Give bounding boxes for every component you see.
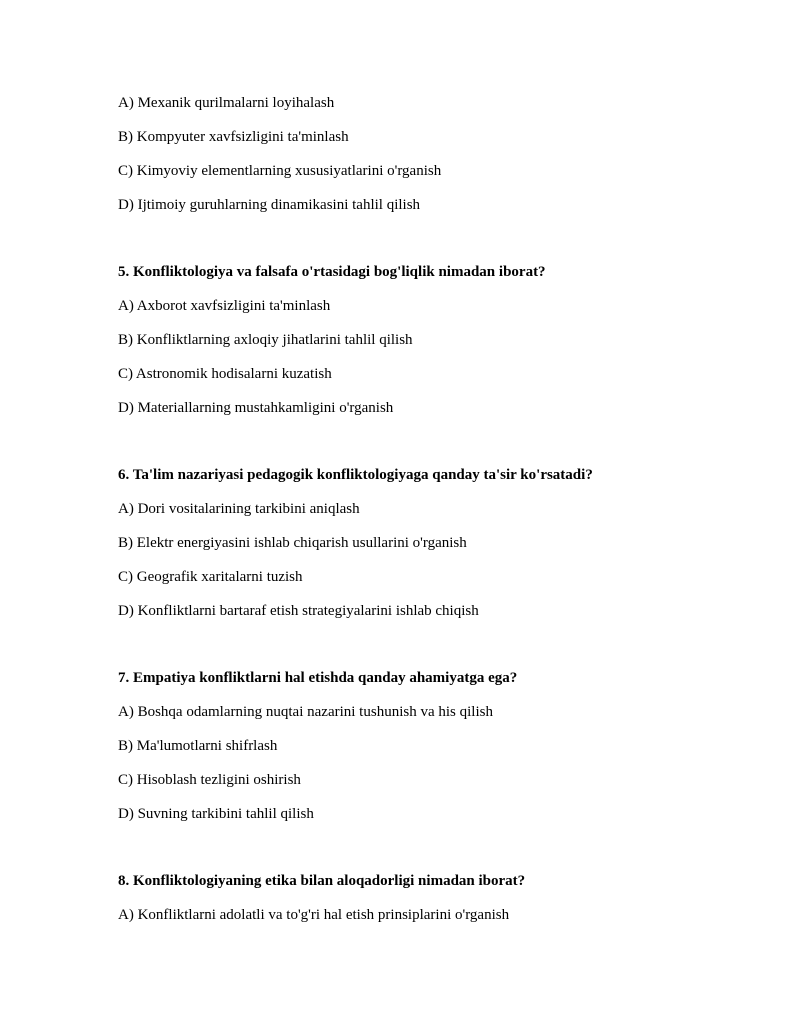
option-d: D) Ijtimoiy guruhlarning dinamikasini tahlil qilish	[118, 197, 421, 213]
option-a: A) Mexanik qurilmalarni loyihalash	[118, 95, 335, 111]
option-c: C) Geografik xaritalarni tuzish	[118, 569, 303, 585]
option-a: A) Boshqa odamlarning nuqtai nazarini tushunish va his qilish	[118, 704, 493, 720]
option-c: C) Hisoblash tezligini oshirish	[118, 772, 301, 788]
option-b: B) Konfliktlarning axloqiy jihatlarini tahlil qilish	[118, 332, 413, 348]
option-a: A) Konfliktlarni adolatli va to'g'ri hal etish prinsiplarini o'rganish	[118, 907, 510, 923]
question-heading: 8. Konfliktologiyaning etika bilan aloqadorligi nimadan iborat?	[118, 873, 526, 889]
question-block-4	[118, 94, 758, 214]
question-block-6	[118, 466, 758, 620]
spacer	[118, 636, 758, 669]
option-a: A) Dori vositalarining tarkibini aniqlash	[118, 501, 360, 517]
spacer	[118, 839, 758, 872]
question-heading: 7. Empatiya konfliktlarni hal etishda qanday ahamiyatga ega?	[118, 670, 518, 686]
question-heading: 5. Konfliktologiya va falsafa o'rtasidagi bog'liqlik nimadan iborat?	[118, 264, 546, 280]
option-c: C) Kimyoviy elementlarning xususiyatlarini o'rganish	[118, 163, 442, 179]
option-d: D) Materiallarning mustahkamligini o'rganish	[118, 400, 394, 416]
spacer	[118, 230, 758, 263]
option-d: D) Suvning tarkibini tahlil qilish	[118, 806, 314, 822]
document-page	[118, 94, 758, 940]
option-b: B) Elektr energiyasini ishlab chiqarish usullarini o'rganish	[118, 535, 467, 551]
option-a: A) Axborot xavfsizligini ta'minlash	[118, 298, 331, 314]
spacer	[118, 433, 758, 466]
option-b: B) Kompyuter xavfsizligini ta'minlash	[118, 129, 349, 145]
question-block-5	[118, 263, 758, 417]
option-c: C) Astronomik hodisalarni kuzatish	[118, 366, 332, 382]
question-block-7	[118, 669, 758, 823]
question-block-8	[118, 872, 758, 924]
option-b: B) Ma'lumotlarni shifrlash	[118, 738, 278, 754]
question-heading: 6. Ta'lim nazariyasi pedagogik konfliktologiyaga qanday ta'sir ko'rsatadi?	[118, 467, 593, 483]
option-d: D) Konfliktlarni bartaraf etish strategiyalarini ishlab chiqish	[118, 603, 479, 619]
